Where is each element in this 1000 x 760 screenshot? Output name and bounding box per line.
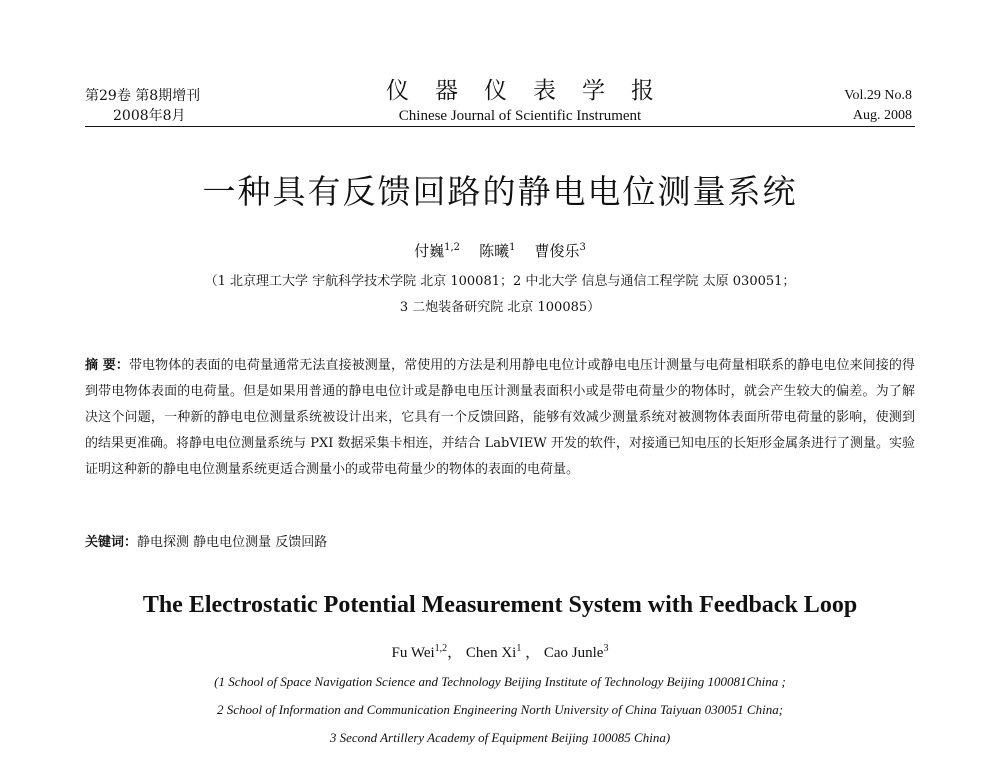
author-affiliation-mark: 3 bbox=[579, 242, 586, 253]
paper-title-cn: 一种具有反馈回路的静电电位测量系统 bbox=[202, 172, 798, 211]
issue-date-en: Aug. 2008 bbox=[852, 108, 912, 123]
header-rule bbox=[85, 126, 915, 127]
author-affiliation-mark: 1,2 bbox=[434, 643, 448, 654]
issue-date-cn: 2008年8月 bbox=[113, 108, 186, 124]
journal-name-cn: 仪器仪表学报 bbox=[386, 78, 680, 104]
author-affiliation-mark: 1 bbox=[516, 643, 522, 654]
abstract-cn bbox=[85, 353, 915, 483]
abstract-label: 摘 要： bbox=[85, 358, 129, 373]
keywords-text: 静电探测 静电电位测量 反馈回路 bbox=[137, 535, 328, 550]
journal-name-en: Chinese Journal of Scientific Instrument bbox=[398, 108, 642, 124]
affiliation-en-line3: 3 Second Artillery Academy of Equipment Beijing 100085 China) bbox=[329, 730, 671, 745]
author-affiliation-mark: 1,2 bbox=[444, 242, 460, 253]
authors-cn bbox=[0, 240, 1000, 261]
keywords-label: 关键词： bbox=[85, 535, 138, 550]
affiliation-en-line2: 2 School of Information and Communication Engineering North University of China Taiyuan 030051 China; bbox=[216, 702, 784, 717]
author-name: 曹俊乐 bbox=[534, 242, 580, 260]
keywords-cn bbox=[85, 533, 327, 553]
abstract-text: 带电物体的表面的电荷量通常无法直接被测量，常使用的方法是利用静电电位计或静电电压计测量与电荷量相联系的静电电位来间接的得到带电物体表面的电荷量。但是如果用普通的静电电位计或是静电电压计测量表面积小或是带电荷量少的物体时，就会产生较大的偏差。为了解决这个问题，一种新的静电电位测量系统被设计出来，它具有一个反馈回路，能够有效减少测量系统对被测物体表面所带电荷量的影响，使测到的结果更准确。将静电电位测量系统与 PXI 数据采集卡相连，并结合 LabVIEW 开发的软件，对接通已知电压的长矩形金属条进行了测量。实验证明这种新的静电电位测量系统更适合测量小的或带电荷量少的物体的表面的电荷量。 bbox=[85, 358, 915, 477]
author-affiliation-mark: 3 bbox=[603, 643, 609, 654]
running-header bbox=[0, 0, 1000, 140]
authors-en bbox=[0, 641, 1000, 662]
author-separator: ， bbox=[447, 645, 463, 661]
affiliation-cn-line1: （1 北京理工大学 宇航科学技术学院 北京 100081；2 中北大学 信息与通信工程学院 太原 030051； bbox=[204, 274, 796, 289]
author-name: 付巍 bbox=[414, 242, 445, 260]
author-name: 陈曦 bbox=[479, 242, 510, 260]
author-name: Cao Junle bbox=[543, 645, 604, 661]
volume-issue: 第29卷 第8期增刊 bbox=[85, 88, 201, 104]
volume-info-en bbox=[844, 86, 912, 126]
issue-info bbox=[85, 86, 200, 126]
paper-title-en: The Electrostatic Potential Measurement System with Feedback Loop bbox=[142, 592, 858, 618]
journal-name bbox=[330, 76, 710, 126]
affiliation-en-line1: (1 School of Space Navigation Science and Technology Beijing Institute of Technology Beijing 100081China ; bbox=[214, 674, 786, 689]
author-affiliation-mark: 1 bbox=[509, 242, 516, 253]
author-separator: ， bbox=[521, 645, 541, 661]
author-name: Chen Xi bbox=[465, 645, 517, 661]
affiliation-cn-line2: 3 二炮装备研究院 北京 100085） bbox=[399, 300, 601, 315]
volume-number-en: Vol.29 No.8 bbox=[844, 88, 912, 103]
author-name: Fu Wei bbox=[391, 645, 435, 661]
